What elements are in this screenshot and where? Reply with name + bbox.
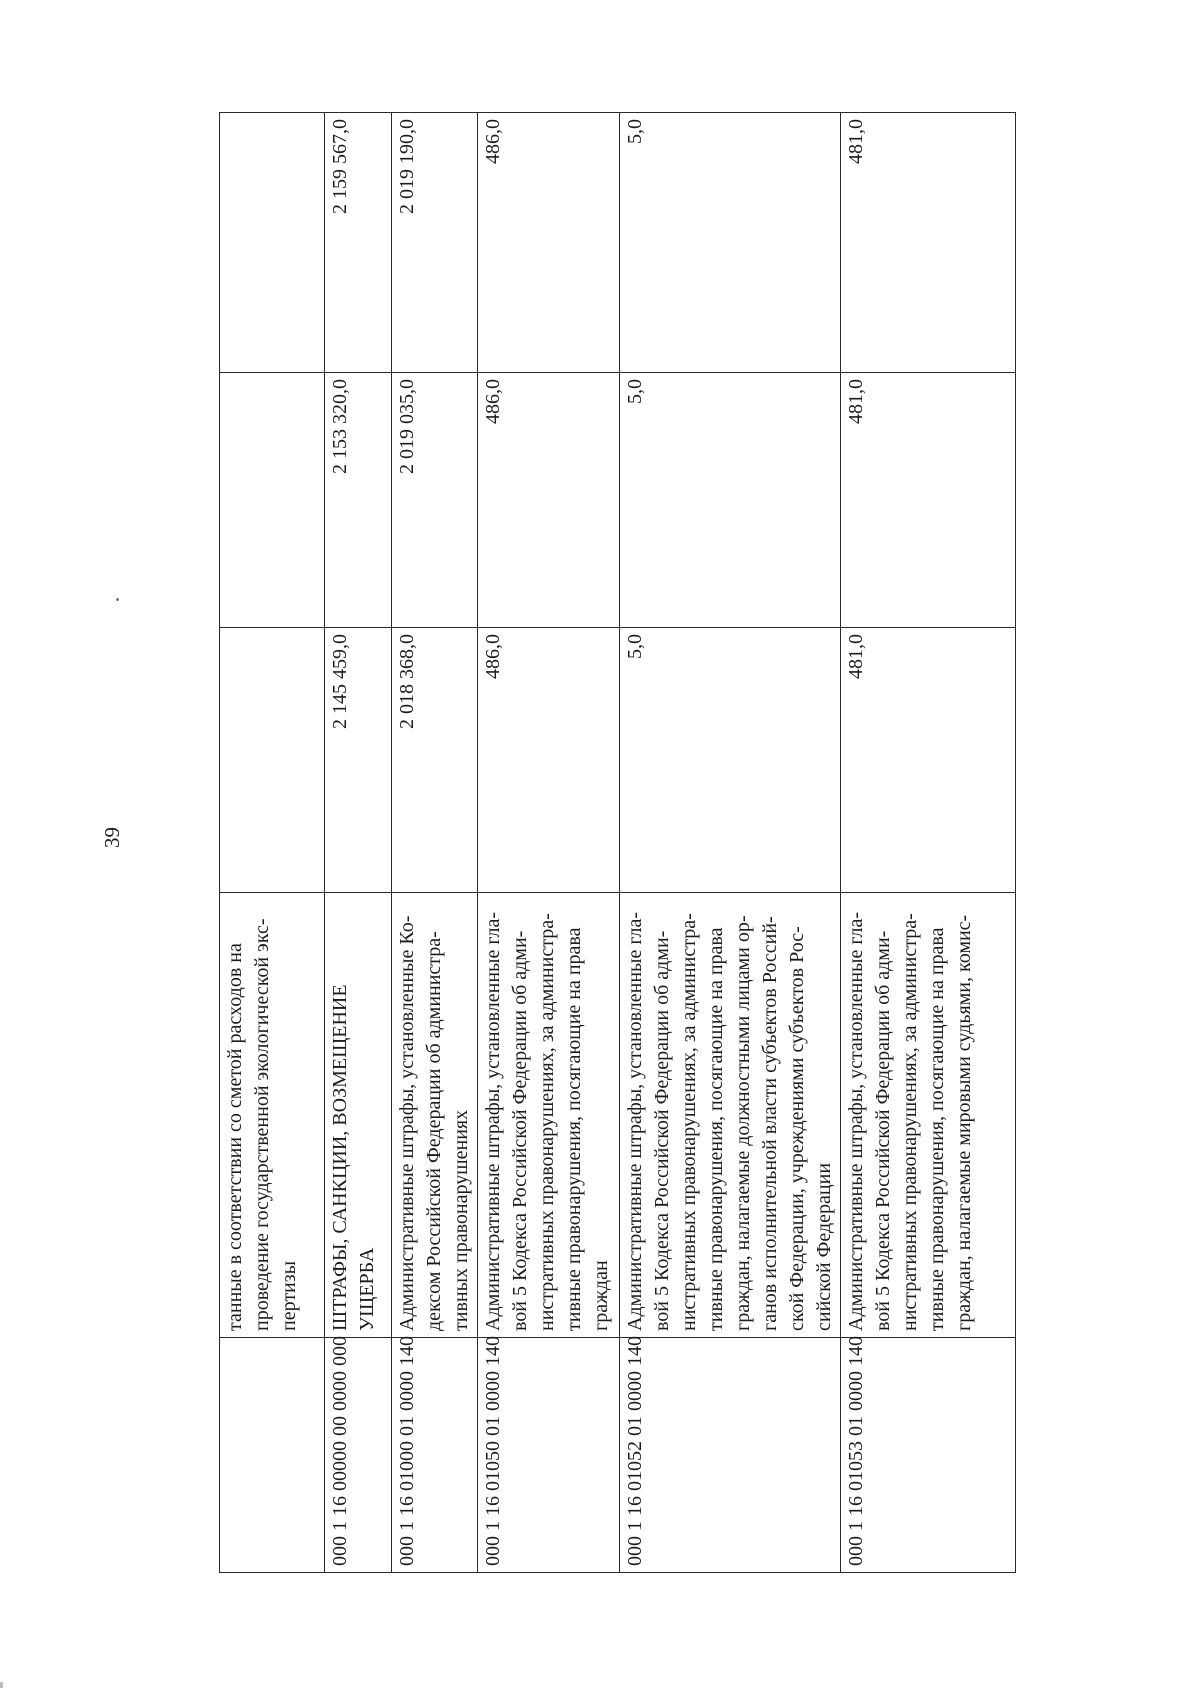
value-cell-2: 481,0 (841, 373, 1016, 628)
name-line: УЩЕРБА (356, 1247, 378, 1331)
name-line: Административные штрафы, установленные Ко- (396, 915, 418, 1331)
name-line: вой 5 Кодекса Российской Федерации об адми- (872, 930, 894, 1331)
value-cell-1: 481,0 (841, 628, 1016, 893)
value-cell-1 (220, 628, 325, 893)
table-row (478, 113, 620, 1573)
value-cell-2: 2 153 320,0 (325, 373, 392, 628)
revenue-name-cell (478, 893, 620, 1338)
revenue-name-cell (841, 893, 1016, 1338)
budget-code-cell: 000 1 16 01000 01 0000 140 (392, 1338, 478, 1573)
page-number: 39 (100, 827, 124, 848)
table-row (392, 113, 478, 1573)
revenue-name-cell (220, 893, 325, 1338)
value-cell-3: 486,0 (478, 113, 620, 373)
name-line: Административные штрафы, установленные гла- (845, 911, 867, 1331)
revenue-table (219, 112, 1016, 1573)
value-cell-3: 2 019 190,0 (392, 113, 478, 373)
scan-edge-mark (0, 1682, 3, 1688)
value-cell-2: 5,0 (620, 373, 841, 628)
budget-code-cell: 000 1 16 01053 01 0000 140 (841, 1338, 1016, 1573)
value-cell-3: 481,0 (841, 113, 1016, 373)
value-cell-2: 2 019 035,0 (392, 373, 478, 628)
scan-dot (116, 598, 119, 601)
value-cell-3: 5,0 (620, 113, 841, 373)
name-line: нистративных правонарушениях, за администра- (678, 913, 700, 1331)
name-line: тивные правонарушения, посягающие на права (563, 927, 585, 1331)
table-row (841, 113, 1016, 1573)
name-line: граждан (590, 1260, 612, 1331)
value-cell-2: 486,0 (478, 373, 620, 628)
value-cell-3 (220, 113, 325, 373)
table-row (620, 113, 841, 1573)
value-cell-1: 2 018 368,0 (392, 628, 478, 893)
name-line: Административные штрафы, установленные гла- (624, 911, 646, 1331)
name-line: дексом Российской Федерации об администра- (423, 931, 445, 1331)
name-line: тивные правонарушения, посягающие на права (926, 927, 948, 1331)
value-cell-1: 5,0 (620, 628, 841, 893)
budget-code-cell (220, 1338, 325, 1573)
revenue-table-body (220, 113, 1016, 1573)
revenue-name-cell (325, 893, 392, 1338)
name-line: тивные правонарушения, посягающие на права (705, 927, 727, 1331)
name-line: вой 5 Кодекса Российской Федерации об адми- (651, 930, 673, 1331)
value-cell-1: 2 145 459,0 (325, 628, 392, 893)
name-line: ганов исполнительной власти субъектов Россий- (759, 916, 781, 1331)
name-line: ШТРАФЫ, САНКЦИИ, ВОЗМЕЩЕНИЕ (329, 984, 351, 1331)
name-line: нистративных правонарушениях, за администра- (899, 913, 921, 1331)
name-line: сийской Федерации (813, 1162, 835, 1331)
revenue-name-cell (620, 893, 841, 1338)
name-line: нистративных правонарушениях, за администра- (536, 913, 558, 1331)
name-line: танные в соответствии со сметой расходов на (224, 943, 246, 1331)
name-line: Административные штрафы, установленные гла- (482, 911, 504, 1331)
name-line: тивных правонарушениях (450, 1109, 472, 1331)
name-line: вой 5 Кодекса Российской Федерации об адми- (509, 930, 531, 1331)
value-cell-3: 2 159 567,0 (325, 113, 392, 373)
budget-code-cell: 000 1 16 00000 00 0000 000 (325, 1338, 392, 1573)
name-line: проведение государственной экологической экс- (251, 918, 273, 1331)
table-row (220, 113, 325, 1573)
revenue-name-cell (392, 893, 478, 1338)
name-line: граждан, налагаемые мировыми судьями, комис- (953, 914, 975, 1331)
name-line: ской Федерации, учреждениями субъектов Рос- (786, 926, 808, 1331)
table-row (325, 113, 392, 1573)
budget-code-cell: 000 1 16 01050 01 0000 140 (478, 1338, 620, 1573)
name-line: пертизы (278, 1260, 300, 1331)
rotated-table-wrapper (219, 113, 1016, 1573)
name-line: граждан, налагаемые должностными лицами ор- (732, 915, 754, 1331)
value-cell-1: 486,0 (478, 628, 620, 893)
value-cell-2 (220, 373, 325, 628)
budget-code-cell: 000 1 16 01052 01 0000 140 (620, 1338, 841, 1573)
